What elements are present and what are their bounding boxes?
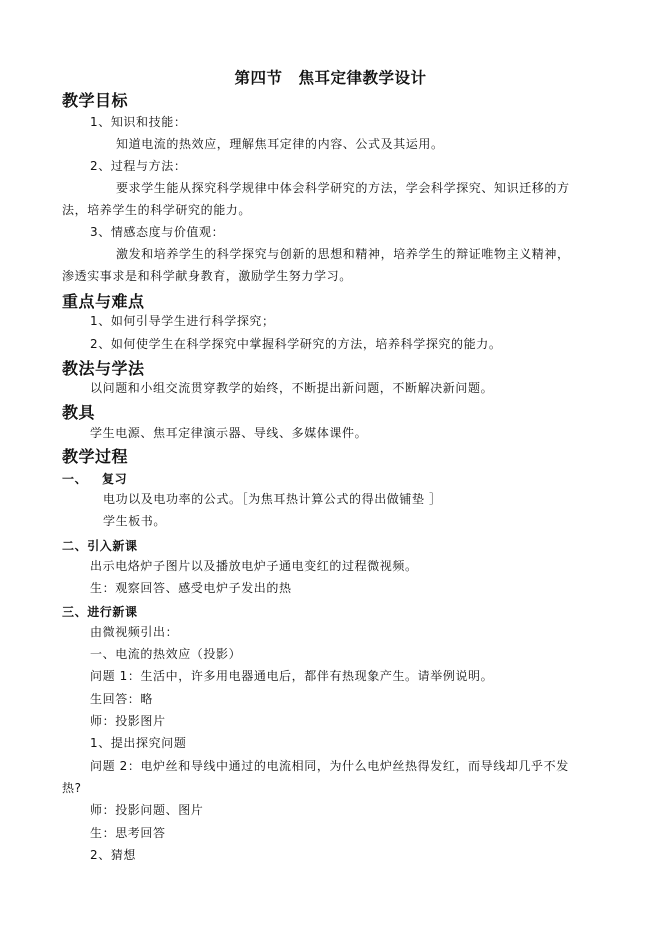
process-step3-line3: 问题 1：生活中，许多用电器通电后，都伴有热现象产生。请举例说明。 bbox=[90, 669, 494, 683]
process-step2-line2: 生：观察回答、感受电炉子发出的热 bbox=[90, 581, 292, 595]
process-step3-line9: 师：投影问题、图片 bbox=[90, 803, 204, 817]
tools-line1: 学生电源、焦耳定律演示器、导线、多媒体课件。 bbox=[90, 426, 368, 440]
heading-tools: 教具 bbox=[62, 403, 96, 422]
keypoints-line2: 2、如何使学生在科学探究中掌握科学研究的方法，培养科学探究的能力。 bbox=[90, 337, 502, 351]
heading-methods: 教法与学法 bbox=[62, 359, 145, 378]
goals-item2-text-line2: 法，培养学生的科学研究的能力。 bbox=[62, 203, 252, 217]
heading-goals: 教学目标 bbox=[62, 91, 129, 110]
process-step3-line6: 1、提出探究问题 bbox=[90, 736, 187, 750]
goals-item1-label: 1、知识和技能： bbox=[90, 115, 187, 129]
process-step1-heading bbox=[62, 470, 127, 487]
goals-item3-text-line2: 渗透实事求是和科学献身教育，激励学生努力学习。 bbox=[62, 269, 352, 283]
step-title: 引入新课 bbox=[87, 539, 138, 553]
process-step3-line1: 由微视频引出： bbox=[90, 625, 179, 639]
process-step2-line1: 出示电烙炉子图片以及播放电炉子通电变红的过程微视频。 bbox=[90, 559, 418, 573]
keypoints-line1: 1、如何引导学生进行科学探究； bbox=[90, 314, 275, 328]
methods-line1: 以问题和小组交流贯穿教学的始终，不断提出新问题，不断解决新问题。 bbox=[90, 381, 494, 395]
goals-item1-text: 知道电流的热效应，理解焦耳定律的内容、公式及其运用。 bbox=[116, 137, 444, 151]
process-step3-line8: 热? bbox=[62, 781, 82, 795]
step-title: 进行新课 bbox=[87, 605, 138, 619]
process-step3-line7: 问题 2：电炉丝和导线中通过的电流相同，为什么电炉丝热得发红，而导线却几乎不发 bbox=[90, 759, 569, 773]
goals-item2-text-line1: 要求学生能从探究科学规律中体会科学研究的方法，学会科学探究、知识迁移的方 bbox=[116, 181, 570, 195]
goals-item3-text-line1: 激发和培养学生的科学探究与创新的思想和精神，培养学生的辩证唯物主义精神， bbox=[116, 247, 570, 261]
step-number: 二、 bbox=[62, 539, 88, 553]
process-step3-line5: 师：投影图片 bbox=[90, 714, 166, 728]
document-title: 第四节 焦耳定律教学设计 bbox=[234, 69, 427, 87]
heading-keypoints: 重点与难点 bbox=[62, 292, 145, 311]
process-step2-heading bbox=[62, 537, 138, 554]
heading-process: 教学过程 bbox=[62, 447, 129, 466]
step-number: 一、 bbox=[62, 472, 88, 486]
process-step3-heading bbox=[62, 603, 138, 620]
step-title: 复习 bbox=[102, 472, 128, 486]
process-step1-line2: 学生板书。 bbox=[103, 514, 167, 528]
step-number: 三、 bbox=[62, 605, 88, 619]
process-step3-line4: 生回答：略 bbox=[90, 692, 154, 706]
process-step1-line1: 电功以及电功率的公式。［为焦耳热计算公式的得出做铺垫 ］ bbox=[103, 492, 442, 506]
goals-item2-label: 2、过程与方法： bbox=[90, 159, 187, 173]
process-step3-line2: 一、电流的热效应（投影） bbox=[90, 647, 242, 661]
process-step3-line11: 2、猜想 bbox=[90, 848, 137, 862]
process-step3-line10: 生：思考回答 bbox=[90, 826, 166, 840]
goals-item3-label: 3、情感态度与价值观： bbox=[90, 225, 225, 239]
